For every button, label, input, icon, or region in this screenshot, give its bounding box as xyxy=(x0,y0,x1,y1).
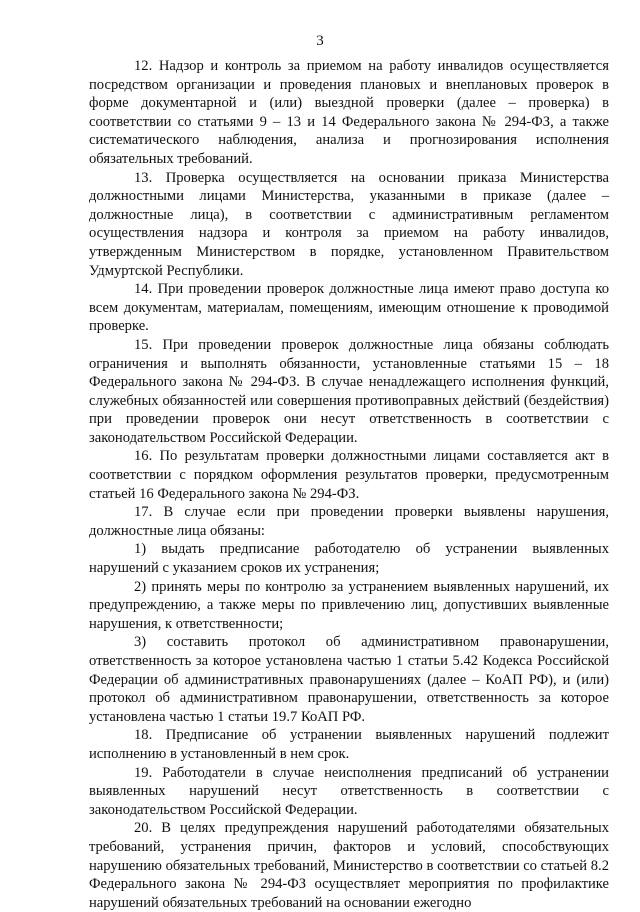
paragraph-15: 15. При проведении проверок должностные лица обязаны соблюдать ограничения и выполнять обязанности, установленные статьями 15 – 18 Федерального закона № 294-ФЗ. В случае ненадлежащего исполнения функций, служебных обязанностей или совершения противоправных действий (бездействия) при проведении проверок они несут ответственность в соответствии с законодательством Российской Федерации. xyxy=(89,336,609,446)
page-number: 3 xyxy=(316,33,324,49)
list-item-2: 2) принять меры по контролю за устранением выявленных нарушений, их предупреждению, а также меры по привлечению лиц, допустивших выявленные нарушения, к ответственности; xyxy=(89,578,609,632)
paragraph-18: 18. Предписание об устранении выявленных нарушений подлежит исполнению в установленный в нем срок. xyxy=(89,727,609,762)
paragraph-14: 14. При проведении проверок должностные лица имеют право доступа ко всем документам, материалам, помещениям, имеющим отношение к проводимой проверке. xyxy=(89,281,609,335)
paragraph-16: 16. По результатам проверки должностными лицами составляется акт в соответствии с порядком оформления результатов проверки, предусмотренным статьей 16 Федерального закона № 294-ФЗ. xyxy=(89,448,609,502)
paragraph-13: 13. Проверка осуществляется на основании приказа Министерства должностными лицами Министерства, указанными в приказе (далее – должностные лица), в соответствии с административным регламентом осуществления надзора и контроля за приемом на работу инвалидов, утвержденным Министерством в порядке, установленном Правительством Удмуртской Республики. xyxy=(89,169,609,279)
paragraph-19: 19. Работодатели в случае неисполнения предписаний об устранении выявленных нарушений несут ответственность в соответствии с законодательством Российской Федерации. xyxy=(89,764,609,818)
paragraph-20: 20. В целях предупреждения нарушений работодателями обязательных требований, устранения причин, факторов и условий, способствующих нарушению обязательных требований, Министерство в соответствии со статьей 8.2 Федерального закона № 294-ФЗ осуществляет мероприятия по профилактике нарушений обязательных требований на основании ежегодно xyxy=(89,820,609,911)
paragraph-17: 17. В случае если при проведении проверки выявлены нарушения, должностные лица обязаны: xyxy=(89,504,609,539)
paragraph-12: 12. Надзор и контроль за приемом на работу инвалидов осуществляется посредством организации и проведения плановых и внеплановых проверок в форме документарной и (или) выездной проверки (далее – проверка) в соответствии со статьями 9 – 13 и 14 Федерального закона № 294-ФЗ, а также систематического наблюдения, анализа и прогнозирования исполнения обязательных требований. xyxy=(89,58,609,167)
list-item-3: 3) составить протокол об административном правонарушении, ответственность за которое установлена частью 1 статьи 5.42 Кодекса Российской Федерации об административных правонарушениях (далее – КоАП РФ), и (или) протокол об административном правонарушении, ответственность за которое установлена частью 1 статьи 19.7 КоАП РФ. xyxy=(89,634,609,725)
document-body xyxy=(89,57,609,912)
list-item-1: 1) выдать предписание работодателю об устранении выявленных нарушений с указанием сроков их устранения; xyxy=(89,541,609,577)
